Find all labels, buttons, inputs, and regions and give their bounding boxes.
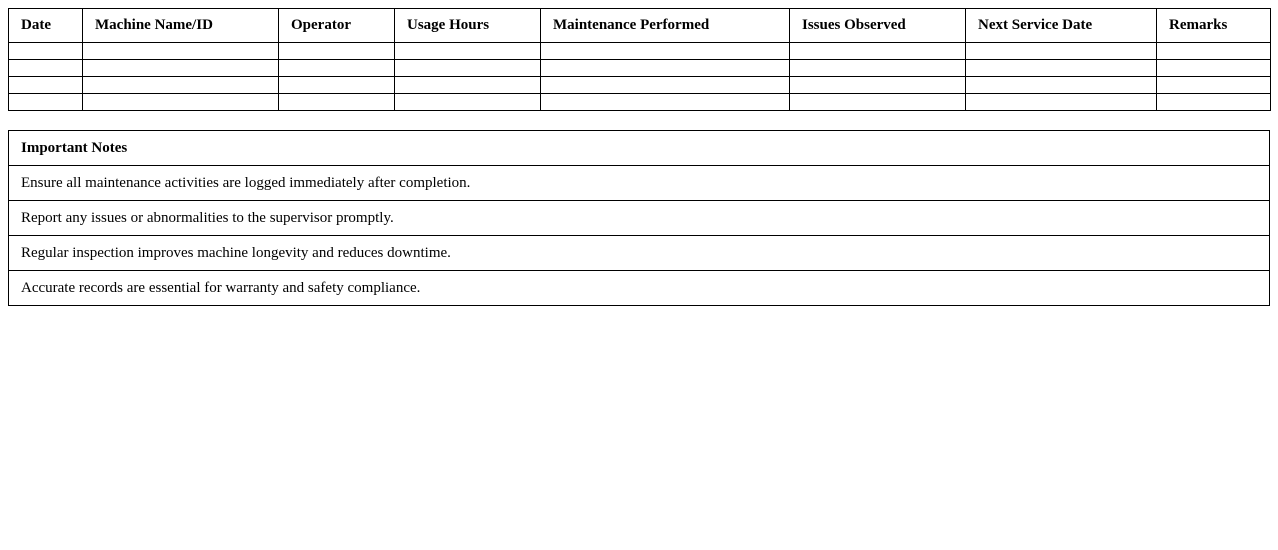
- table-cell: [966, 77, 1157, 94]
- notes-row: [9, 166, 1270, 201]
- notes-row: [9, 271, 1270, 306]
- table-cell: [279, 43, 395, 60]
- header-date: Date: [9, 9, 83, 43]
- table-cell: [1157, 77, 1271, 94]
- note-item: Ensure all maintenance activities are logged immediately after completion.: [9, 166, 1270, 201]
- notes-row: [9, 201, 1270, 236]
- table-cell: [395, 60, 541, 77]
- notes-row: [9, 236, 1270, 271]
- table-cell: [1157, 43, 1271, 60]
- table-cell: [541, 94, 790, 111]
- header-usage-hours: Usage Hours: [395, 9, 541, 43]
- table-row: [9, 43, 1271, 60]
- note-item: Report any issues or abnormalities to the supervisor promptly.: [9, 201, 1270, 236]
- table-header-row: [9, 9, 1271, 43]
- table-cell: [9, 77, 83, 94]
- header-maintenance-performed: Maintenance Performed: [541, 9, 790, 43]
- table-cell: [541, 43, 790, 60]
- table-cell: [966, 94, 1157, 111]
- header-issues-observed: Issues Observed: [790, 9, 966, 43]
- header-machine-name-id: Machine Name/ID: [83, 9, 279, 43]
- table-cell: [1157, 60, 1271, 77]
- table-cell: [395, 94, 541, 111]
- table-row: [9, 60, 1271, 77]
- important-notes-table: [8, 130, 1270, 306]
- table-cell: [395, 77, 541, 94]
- header-operator: Operator: [279, 9, 395, 43]
- table-cell: [790, 94, 966, 111]
- table-cell: [279, 60, 395, 77]
- table-cell: [83, 77, 279, 94]
- table-cell: [966, 60, 1157, 77]
- maintenance-log-table: [8, 8, 1271, 111]
- table-cell: [395, 43, 541, 60]
- table-cell: [279, 94, 395, 111]
- table-cell: [9, 43, 83, 60]
- table-row: [9, 94, 1271, 111]
- table-cell: [83, 60, 279, 77]
- table-cell: [279, 77, 395, 94]
- table-cell: [966, 43, 1157, 60]
- note-item: Regular inspection improves machine longevity and reduces downtime.: [9, 236, 1270, 271]
- table-cell: [790, 60, 966, 77]
- table-cell: [83, 94, 279, 111]
- table-cell: [9, 94, 83, 111]
- header-next-service-date: Next Service Date: [966, 9, 1157, 43]
- table-cell: [1157, 94, 1271, 111]
- notes-title: Important Notes: [9, 131, 1270, 166]
- note-item: Accurate records are essential for warranty and safety compliance.: [9, 271, 1270, 306]
- table-cell: [541, 60, 790, 77]
- table-cell: [9, 60, 83, 77]
- table-cell: [790, 77, 966, 94]
- header-remarks: Remarks: [1157, 9, 1271, 43]
- table-cell: [541, 77, 790, 94]
- table-cell: [790, 43, 966, 60]
- table-row: [9, 77, 1271, 94]
- notes-header-row: [9, 131, 1270, 166]
- table-cell: [83, 43, 279, 60]
